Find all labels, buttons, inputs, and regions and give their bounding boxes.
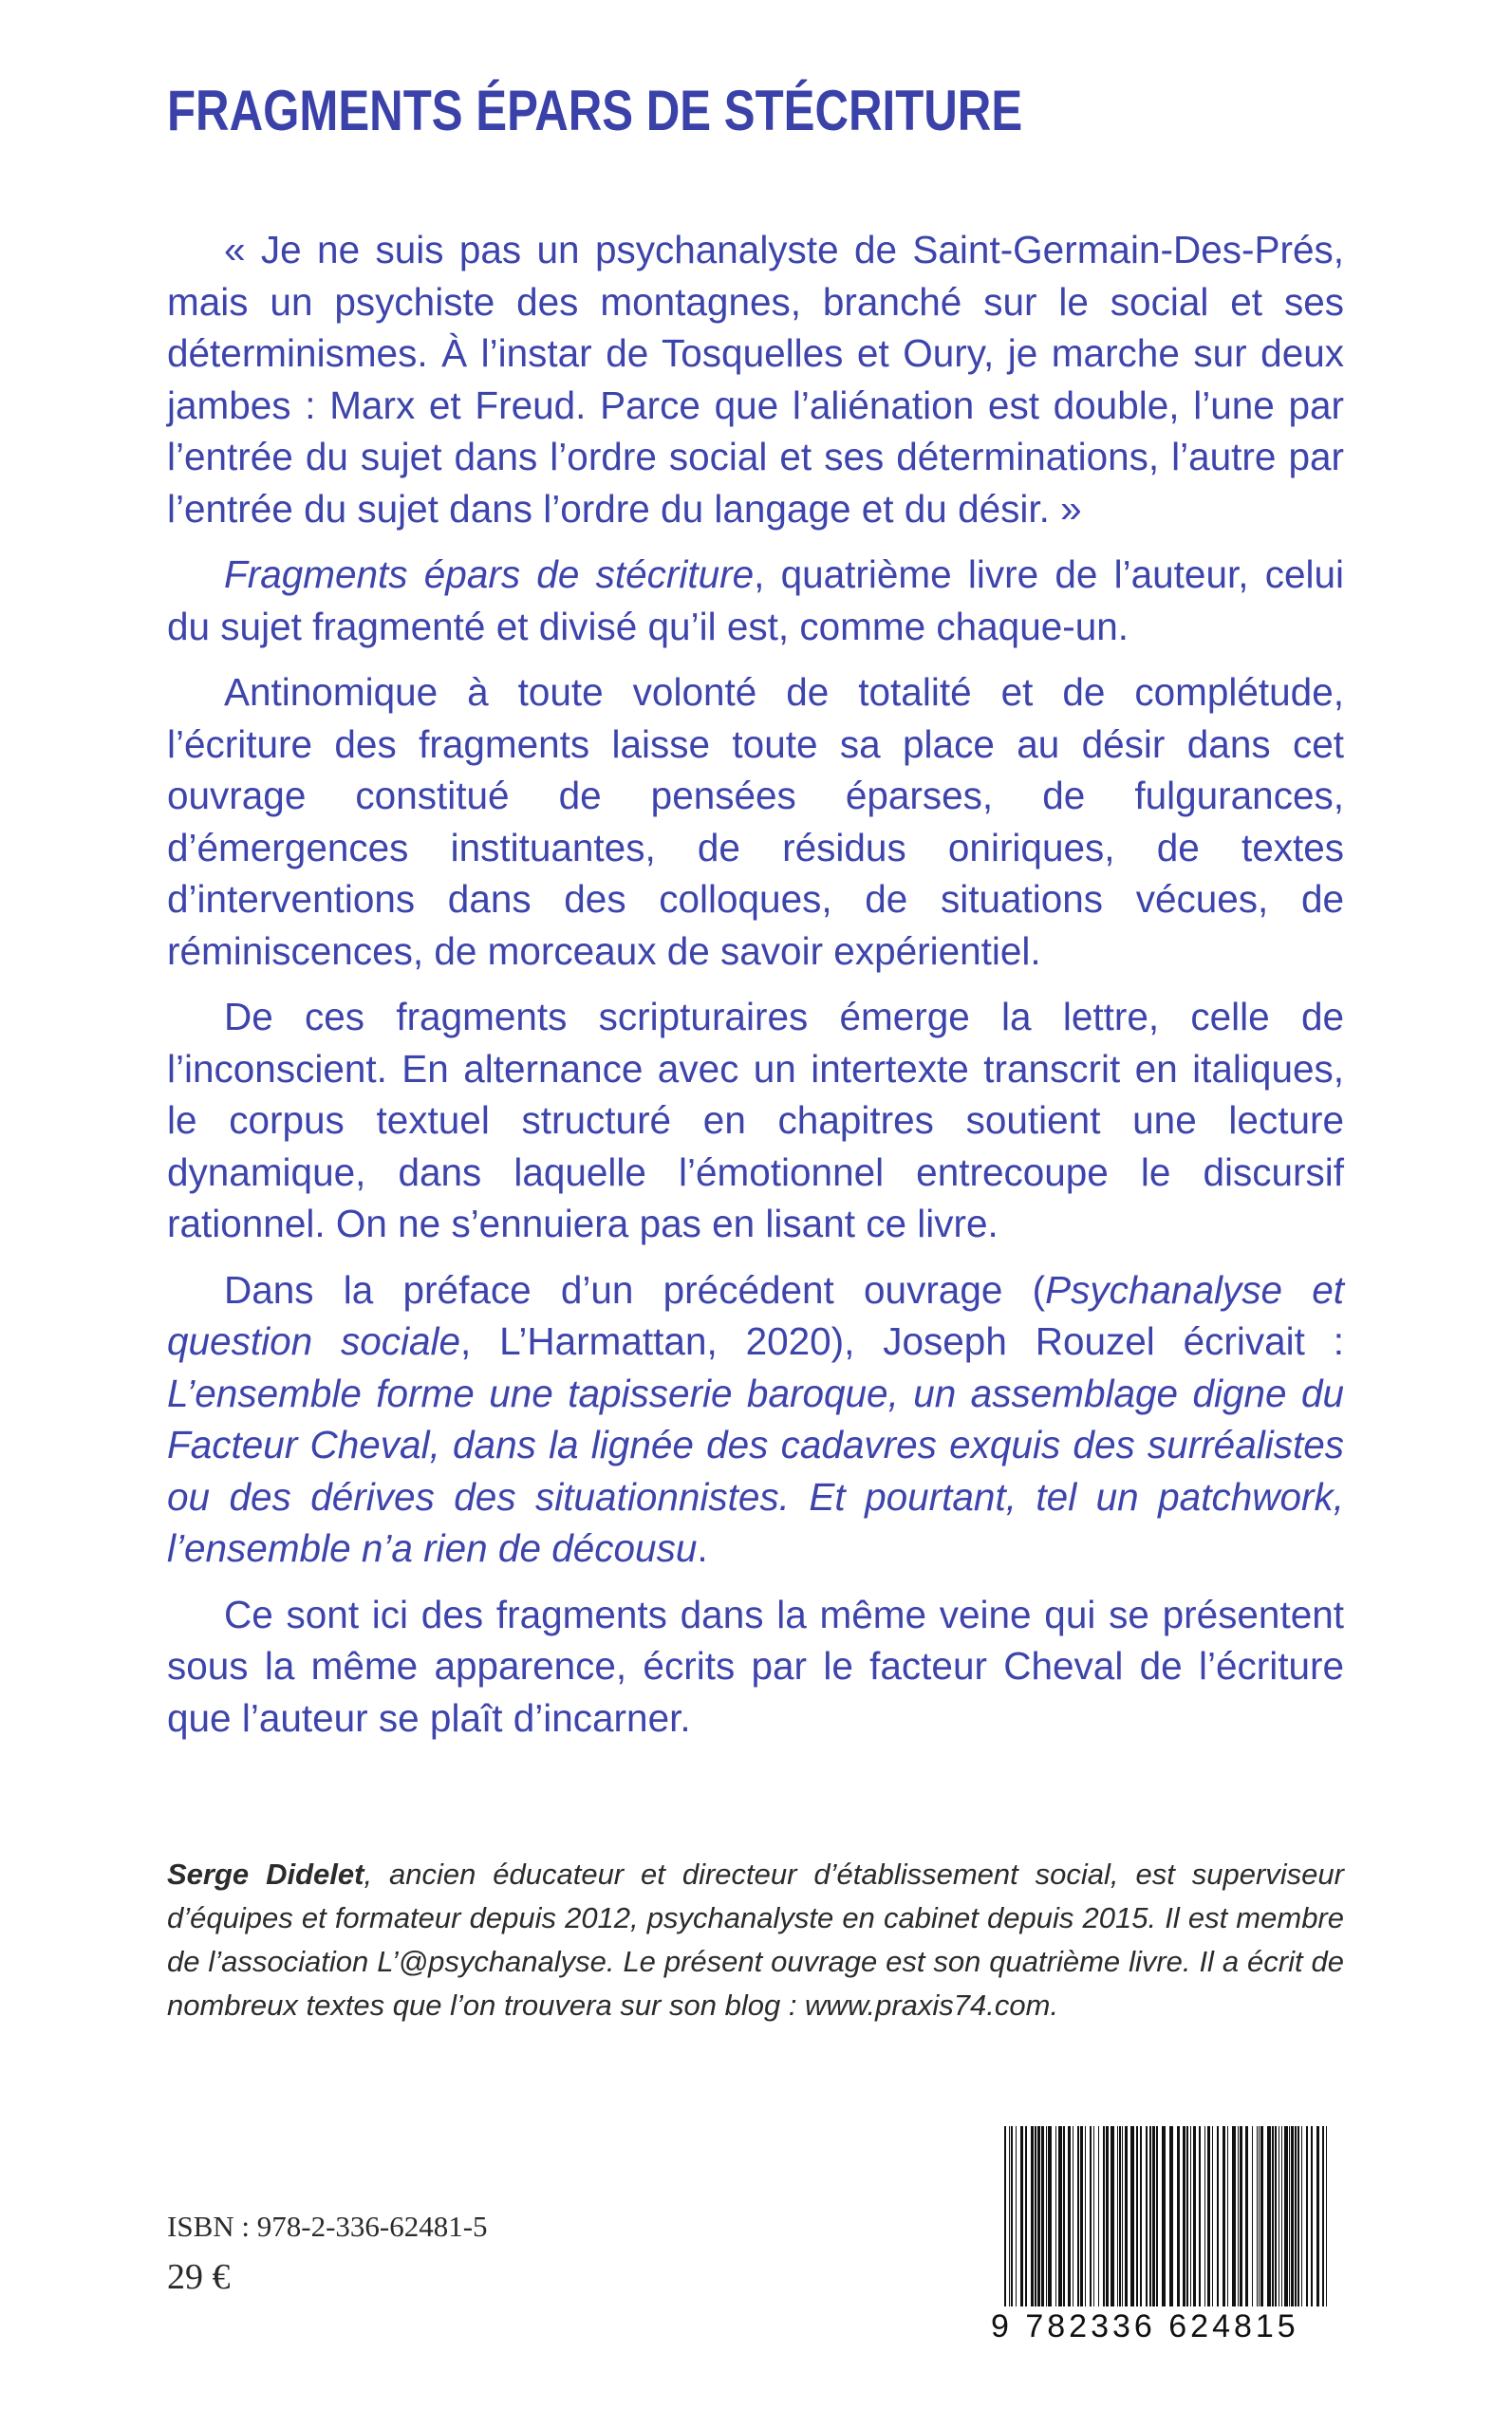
author-name: Serge Didelet xyxy=(167,1858,364,1891)
barcode-bar xyxy=(1111,2126,1114,2306)
barcode-bar xyxy=(1260,2126,1263,2306)
barcode xyxy=(1002,2126,1333,2306)
barcode-bar xyxy=(1025,2126,1027,2306)
barcode-bar xyxy=(1048,2126,1052,2306)
preface-text-a: Dans la préface d’un précédent ouvrage ( xyxy=(224,1267,1046,1312)
barcode-bar xyxy=(1037,2126,1040,2306)
barcode-bar xyxy=(1106,2126,1109,2306)
barcode-bar xyxy=(1011,2126,1013,2306)
barcode-bar xyxy=(1009,2126,1010,2306)
barcode-bar xyxy=(1316,2126,1319,2306)
barcode-bar xyxy=(1259,2126,1260,2306)
barcode-bar xyxy=(1297,2126,1299,2306)
barcode-bar xyxy=(1140,2126,1142,2306)
barcode-bar xyxy=(1245,2126,1248,2306)
barcode-bar xyxy=(1217,2126,1219,2306)
barcode-bar xyxy=(1232,2126,1236,2306)
barcode-bar xyxy=(1080,2126,1083,2306)
barcode-bar xyxy=(1119,2126,1121,2306)
barcode-bar xyxy=(1199,2126,1201,2306)
barcode-bar xyxy=(1186,2126,1188,2306)
paragraph-preface xyxy=(167,1264,1344,1575)
barcode-bar xyxy=(1291,2126,1294,2306)
barcode-bar xyxy=(1207,2126,1210,2306)
barcode-bar xyxy=(1183,2126,1185,2306)
preface-text-e: . xyxy=(697,1526,708,1570)
barcode-bar xyxy=(1093,2126,1094,2306)
paragraph-fragments: De ces fragments scripturaires émerge la lettre, celle de l’inconscient. En alternance avec un intertexte transcrit en italiques, le corpus textuel structuré en chapitres soutient une lecture dynamique, dans laquelle l’émotionnel entrecoupe le discursif rationnel. On ne s’ennuiera pas en lisant ce livre. xyxy=(167,995,1344,1245)
book-title: FRAGMENTS ÉPARS DE STÉCRITURE xyxy=(167,79,1023,142)
barcode-bar xyxy=(1117,2126,1118,2306)
barcode-bar xyxy=(1267,2126,1271,2306)
barcode-bar xyxy=(1162,2126,1166,2306)
barcode-bar xyxy=(1289,2126,1290,2306)
barcode-bar xyxy=(1169,2126,1173,2306)
barcode-bar xyxy=(1223,2126,1225,2306)
barcode-bar xyxy=(1227,2126,1228,2306)
book-title-italic: Fragments épars de stécriture xyxy=(224,552,755,596)
barcode-bar xyxy=(1326,2126,1327,2306)
barcode-bar xyxy=(1152,2126,1155,2306)
preface-text-c: , L’Harmattan, 2020), Joseph Rouzel écrivait : xyxy=(460,1319,1344,1363)
barcode-bar xyxy=(1322,2126,1324,2306)
barcode-bar xyxy=(1284,2126,1288,2306)
barcode-bar xyxy=(1252,2126,1253,2306)
barcode-bar xyxy=(1295,2126,1297,2306)
barcode-bar xyxy=(1190,2126,1191,2306)
barcode-bar xyxy=(1016,2126,1017,2306)
barcode-bar xyxy=(1177,2126,1180,2306)
back-cover-text xyxy=(167,224,1344,1758)
preface-book-title: Psychanalyse et question sociale xyxy=(167,1267,1344,1363)
barcode-bar xyxy=(1058,2126,1062,2306)
barcode-bar xyxy=(1020,2126,1023,2306)
barcode-bar xyxy=(1035,2126,1036,2306)
barcode-bar xyxy=(1149,2126,1151,2306)
paragraph-quote: « Je ne suis pas un psychanalyste de Saint-Germain-Des-Prés, mais un psychiste des montagnes, branché sur le social et ses déterminismes. À l’instar de Tosquelles et Oury, je marche sur deux jambes : Marx et Freud. Parce que l’aliénation est double, l’une par l’entrée du sujet dans l’ordre social et ses déterminations, l’autre par l’entrée du sujet dans l’ordre du langage et du désir. » xyxy=(167,228,1344,531)
barcode-bar xyxy=(1193,2126,1196,2306)
barcode-bar xyxy=(1103,2126,1105,2306)
author-bio-text: , ancien éducateur et directeur d’établissement social, est superviseur d’équipes et formateur depuis 2012, psychanalyste en cabinet depuis 2015. Il est membre de l’association L’@psychanalyse. Le présent ouvrage est son quatrième livre. Il a écrit de nombreux textes que l’on trouvera sur son blog : www.praxis74.com. xyxy=(167,1858,1344,2022)
barcode-bar xyxy=(1311,2126,1313,2306)
barcode-bar xyxy=(1136,2126,1138,2306)
barcode-bar xyxy=(1301,2126,1302,2306)
barcode-bar xyxy=(1063,2126,1065,2306)
barcode-bar xyxy=(1156,2126,1158,2306)
paragraph-intro xyxy=(167,549,1344,652)
barcode-bar xyxy=(1257,2126,1258,2306)
barcode-bar xyxy=(1055,2126,1056,2306)
price: 29 € xyxy=(167,2257,231,2297)
barcode-bar xyxy=(1122,2126,1123,2306)
barcode-bar xyxy=(1004,2126,1006,2306)
barcode-bar xyxy=(1272,2126,1274,2306)
isbn: ISBN : 978-2-336-62481-5 xyxy=(167,2210,488,2243)
barcode-bar xyxy=(1306,2126,1308,2306)
barcode-bar xyxy=(1240,2126,1242,2306)
barcode-bar xyxy=(1204,2126,1205,2306)
barcode-bar xyxy=(1098,2126,1099,2306)
barcode-bar xyxy=(1068,2126,1071,2306)
barcode-bar xyxy=(1077,2126,1079,2306)
author-bio xyxy=(167,1853,1344,2027)
barcode-bar xyxy=(1130,2126,1134,2306)
barcode-bar xyxy=(1275,2126,1277,2306)
barcode-bar xyxy=(1085,2126,1086,2306)
preface-citation: L’ensemble forme une tapisserie baroque, un assemblage digne du Facteur Cheval, dans la lignée des cadavres exquis des surréalistes ou des dérives des situationnistes. Et pourtant, tel un patchwork, l’ensemble n’a rien de décousu xyxy=(167,1371,1344,1570)
paragraph-antinomique: Antinomique à toute volonté de totalité et de complétude, l’écriture des fragments laisse toute sa place au désir dans cet ouvrage constitué de pensées éparses, de fulgurances, d’émergences instituantes, de résidus oniriques, de textes d’interventions dans des colloques, de situations vécues, de réminiscences, de morceaux de savoir expérientiel. xyxy=(167,670,1344,973)
barcode-bar xyxy=(1090,2126,1092,2306)
barcode-bar xyxy=(1125,2126,1128,2306)
barcode-bar xyxy=(1031,2126,1034,2306)
barcode-bar xyxy=(1146,2126,1148,2306)
barcode-bar xyxy=(1212,2126,1213,2306)
barcode-digits: 9 782336 624815 xyxy=(991,2308,1299,2344)
barcode-bar xyxy=(1238,2126,1239,2306)
paragraph-closing: Ce sont ici des fragments dans la même veine qui se présentent sous la même apparence, écrits par le facteur Cheval de l’écriture que l’auteur se plaît d’incarner. xyxy=(167,1592,1344,1740)
barcode-bar xyxy=(1281,2126,1282,2306)
paragraph-intro-text: , quatrième livre de l’auteur, celui du sujet fragmenté et divisé qu’il est, comme chaque-un. xyxy=(167,552,1344,648)
barcode-bar xyxy=(1046,2126,1047,2306)
barcode-bar xyxy=(1041,2126,1044,2306)
